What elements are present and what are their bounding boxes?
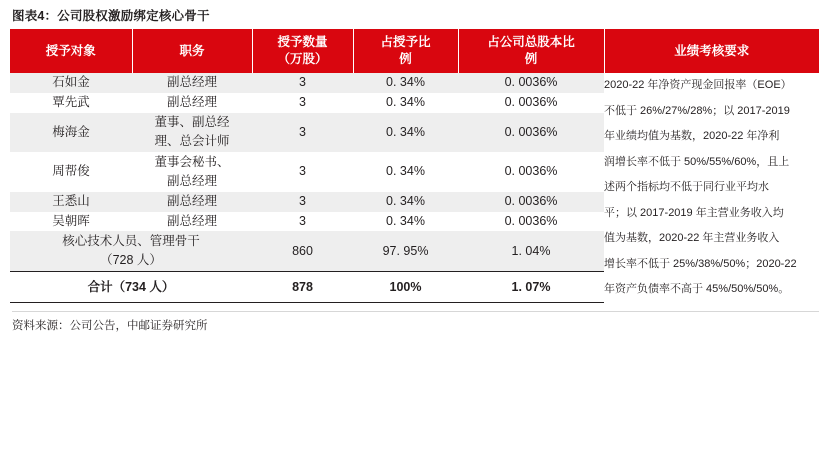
cell-position-line1: 董事会秘书、 [154, 154, 230, 169]
cell-total-pct: 0. 0036% [458, 113, 604, 153]
column-header-grant-pct [353, 29, 458, 73]
cell-grantee-core-staff [10, 231, 252, 271]
criteria-line: 不低于 26%/27%/28%；以 2017-2019 [604, 104, 790, 117]
column-header-amount-line2: （万股） [277, 52, 328, 66]
cell-amount: 3 [252, 212, 353, 232]
cell-position: 副总经理 [132, 93, 252, 113]
cell-position: 副总经理 [132, 212, 252, 232]
cell-grantee: 王悉山 [10, 192, 132, 212]
criteria-line: 年资产负债率不高于 45%/50%/50%。 [604, 283, 790, 295]
cell-position-line2: 副总经理 [166, 173, 217, 188]
cell-amount: 860 [252, 231, 353, 271]
cell-total-amount: 878 [252, 272, 353, 303]
cell-grant-pct: 0. 34% [353, 113, 458, 153]
cell-total-pct: 1. 04% [458, 231, 604, 271]
cell-amount: 3 [252, 93, 353, 113]
cell-grantee: 梅海金 [10, 113, 132, 153]
criteria-line: 平；以 2017-2019 年主营业务收入均 [604, 206, 784, 219]
cell-grantee-line1: 核心技术人员、管理骨干 [62, 234, 200, 249]
column-header-grant-pct-line2: 例 [399, 52, 412, 66]
page-title: 图表4：公司股权激励绑定核心骨干 [12, 9, 210, 23]
column-header-position-line1: 职务 [179, 43, 205, 58]
column-header-total-pct-line2: 例 [524, 52, 538, 66]
column-header-criteria-line1: 业绩考核要求 [674, 43, 750, 58]
cell-grant-pct: 0. 34% [353, 73, 458, 93]
cell-performance-criteria [604, 73, 819, 303]
cell-total-pct: 0. 0036% [458, 212, 604, 232]
column-header-position [132, 29, 252, 73]
cell-position: 副总经理 [132, 73, 252, 93]
cell-total-pct: 0. 0036% [458, 192, 604, 212]
cell-grant-pct: 0. 34% [353, 93, 458, 113]
cell-grant-pct: 0. 34% [353, 212, 458, 232]
criteria-line: 增长率不低于 25%/38%/50%；2020-22 [604, 257, 797, 270]
cell-position-line2: 理、总会计师 [154, 134, 230, 149]
cell-grantee: 吴朝晖 [10, 212, 132, 232]
criteria-lines [604, 73, 819, 303]
cell-grant-pct: 97. 95% [353, 231, 458, 271]
source-note: 资料来源：公司公告，中邮证券研究所 [12, 311, 819, 334]
criteria-line: 述两个指标均不低于同行业平均水 [604, 181, 769, 193]
cell-grant-pct: 0. 34% [353, 192, 458, 212]
column-header-grantee-line1: 授予对象 [45, 43, 96, 58]
cell-grantee: 覃先武 [10, 93, 132, 113]
column-header-amount-line1: 授予数量 [277, 35, 328, 49]
cell-grantee: 石如金 [10, 73, 132, 93]
equity-incentive-table [10, 29, 819, 303]
cell-grantee-line2: （728 人） [100, 253, 162, 268]
table-row [10, 73, 819, 93]
criteria-line: 润增长率不低于 50%/55%/60%，且上 [604, 155, 790, 168]
criteria-line: 2020-22 年净资产现金回报率（EOE） [604, 79, 792, 91]
column-header-amount [252, 29, 353, 73]
column-header-total-pct [458, 29, 604, 73]
cell-position: 副总经理 [132, 192, 252, 212]
column-header-grantee [10, 29, 132, 73]
cell-position-line1: 董事、副总经 [154, 115, 230, 130]
cell-total-total-pct: 1. 07% [458, 272, 604, 303]
cell-total-pct: 0. 0036% [458, 152, 604, 192]
cell-amount: 3 [252, 152, 353, 192]
criteria-line: 值为基数，2020-22 年主营业务收入 [604, 232, 780, 244]
cell-grant-pct: 0. 34% [353, 152, 458, 192]
cell-amount: 3 [252, 73, 353, 93]
cell-amount: 3 [252, 192, 353, 212]
column-header-grant-pct-line1: 占授予比 [380, 35, 431, 49]
table-header-row [10, 29, 819, 73]
cell-total-grant-pct: 100% [353, 272, 458, 303]
cell-grantee: 周帮俊 [10, 152, 132, 192]
table-body [10, 73, 819, 303]
cell-total-pct: 0. 0036% [458, 73, 604, 93]
cell-total-label: 合计（734 人） [10, 272, 252, 303]
cell-amount: 3 [252, 113, 353, 153]
column-header-criteria [604, 29, 819, 73]
criteria-line: 年业绩均值为基数，2020-22 年净利 [604, 130, 780, 142]
column-header-total-pct-line1: 占公司总股本比 [487, 35, 575, 49]
cell-total-pct: 0. 0036% [458, 93, 604, 113]
table-header [10, 29, 819, 73]
cell-position [132, 113, 252, 153]
cell-position [132, 152, 252, 192]
